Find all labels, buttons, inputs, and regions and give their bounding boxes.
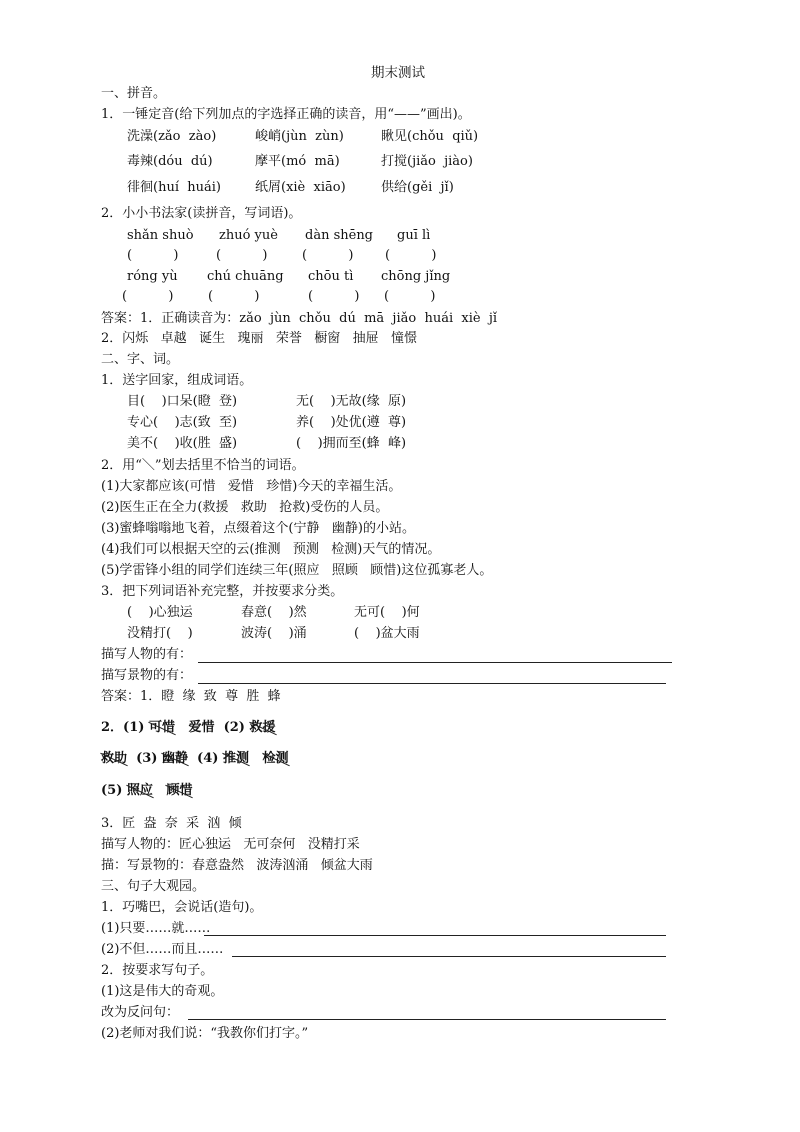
question-prompt: 2．按要求写句子。 [101,963,214,978]
answer-strike-row: 2．(1) 可惜 爱惜 (2) 救援 [101,720,276,735]
pinyin-choice: 瞅见(chǒu qiǔ) [381,129,479,144]
fill-word-item: 美不( )收(胜 盛) [127,436,238,451]
pinyin-choice: 徘徊(huí huái) [127,180,221,195]
rewrite-label: 改为反问句： [101,1005,180,1020]
section-heading-words: 二、字、词。 [101,352,180,367]
sentence-prompt: (1)只要……就…… [101,921,211,936]
answer-blank[interactable]: ( ) [385,248,437,263]
fill-word-item: 无( )无故(缘 原) [296,394,407,409]
sentence-item: (1)大家都应该(可惜 爱惜 珍惜)今天的幸福生活。 [101,479,402,494]
answer-blank[interactable]: ( ) [216,248,268,263]
pinyin-choice: 打搅(jiǎo jiào) [381,154,473,169]
sentence-item: (2)医生正在全力(救援 救助 抢救)受伤的人员。 [101,500,389,515]
sentence-prompt: (1)这是伟大的奇观。 [101,984,224,999]
fill-word-item: 春意( )然 [241,605,307,620]
question-prompt: 1．巧嘴巴，会说话(造句)。 [101,900,263,915]
pinyin-choice: 毒辣(dóu dú) [127,154,213,169]
sentence-item: (4)我们可以根据天空的云(推测 预测 检测)天气的情况。 [101,542,441,557]
question-prompt: 2．用“＼”划去括里不恰当的词语。 [101,458,305,473]
answer-strike-row: 救助 (3) 幽静 (4) 推测 检测 [101,751,289,766]
fill-word-item: 养( )处优(遵 尊) [296,415,407,430]
fill-word-item: 没精打( ) [127,626,193,641]
answer-text: 2．闪烁 卓越 诞生 瑰丽 荣誉 橱窗 抽屉 憧憬 [101,331,418,346]
sentence-prompt: (2)不但……而且…… [101,942,224,957]
fill-word-item: 专心( )志(致 至) [127,415,238,430]
pinyin-text: dàn shēng [305,228,374,243]
answer-blank[interactable]: ( ) [302,248,354,263]
answer-blank[interactable]: ( ) [122,289,174,304]
answer-text: 描写人物的：匠心独运 无可奈何 没精打采 [101,837,360,852]
sentence-item: (3)蜜蜂嗡嗡地飞着，点缀着这个(宁静 幽静)的小站。 [101,521,415,536]
people-label: 描写人物的有： [101,647,193,662]
page-title: 期末测试 [371,65,425,81]
pinyin-choice: 供给(gěi jǐ) [381,180,454,195]
section-heading-sentences: 三、句子大观园。 [101,879,206,894]
pinyin-text: chōng jǐng [381,269,451,284]
fill-word-item: ( )心独运 [127,605,193,620]
fill-word-item: ( )拥而至(蜂 峰) [296,436,407,451]
fill-word-item: 目( )口呆(瞪 登) [127,394,238,409]
scenery-label: 描写景物的有： [101,668,193,683]
answer-blank[interactable]: ( ) [384,289,436,304]
question-prompt: 1．一锤定音(给下列加点的字选择正确的读音，用“——”画出)。 [101,107,471,122]
sentence-item: (5)学雷锋小组的同学们连续三年(照应 照顾 顾惜)这位孤寡老人。 [101,563,493,578]
answer-strike-row: (5) 照应 顾惜 [101,783,193,798]
rewrite-answer-line[interactable] [188,1019,666,1020]
pinyin-text: róng yù [127,269,178,284]
answer-blank[interactable]: ( ) [127,248,179,263]
sentence-prompt: (2)老师对我们说：“我教你们打字。” [101,1026,309,1041]
answer-text: 答案：1．瞪 缘 致 尊 胜 蜂 [101,689,281,704]
question-prompt: 3．把下列词语补充完整，并按要求分类。 [101,584,344,599]
sentence-answer-line[interactable] [204,935,666,936]
section-heading-pinyin: 一、拼音。 [101,86,167,101]
pinyin-choice: 峻峭(jùn zùn) [255,129,344,144]
scenery-answer-line[interactable] [198,683,666,684]
pinyin-choice: 摩平(mó mā) [255,154,340,169]
pinyin-choice: 纸屑(xiè xiāo) [255,180,346,195]
people-answer-line[interactable] [198,662,672,663]
question-prompt: 1．送字回家，组成词语。 [101,373,253,388]
answer-text: 答案：1．正确读音为：zǎo jùn chǒu dú mā jiǎo huái xiè jǐ [101,311,498,326]
fill-word-item: ( )盆大雨 [354,626,420,641]
fill-word-item: 波涛( )涌 [241,626,307,641]
answer-blank[interactable]: ( ) [208,289,260,304]
pinyin-text: zhuó yuè [219,228,278,243]
pinyin-text: guī lì [397,228,431,243]
question-prompt: 2．小小书法家(读拼音，写词语)。 [101,206,302,221]
fill-word-item: 无可( )何 [354,605,420,620]
pinyin-text: shǎn shuò [127,228,194,243]
sentence-answer-line[interactable] [232,956,666,957]
pinyin-choice: 洗澡(zǎo zào) [127,129,217,144]
pinyin-text: chōu tì [308,269,354,284]
answer-blank[interactable]: ( ) [308,289,360,304]
answer-text: 3．匠 盎 奈 采 汹 倾 [101,816,242,831]
answer-text: 描：写景物的：春意盎然 波涛汹涌 倾盆大雨 [101,858,373,873]
pinyin-text: chú chuāng [207,269,284,284]
